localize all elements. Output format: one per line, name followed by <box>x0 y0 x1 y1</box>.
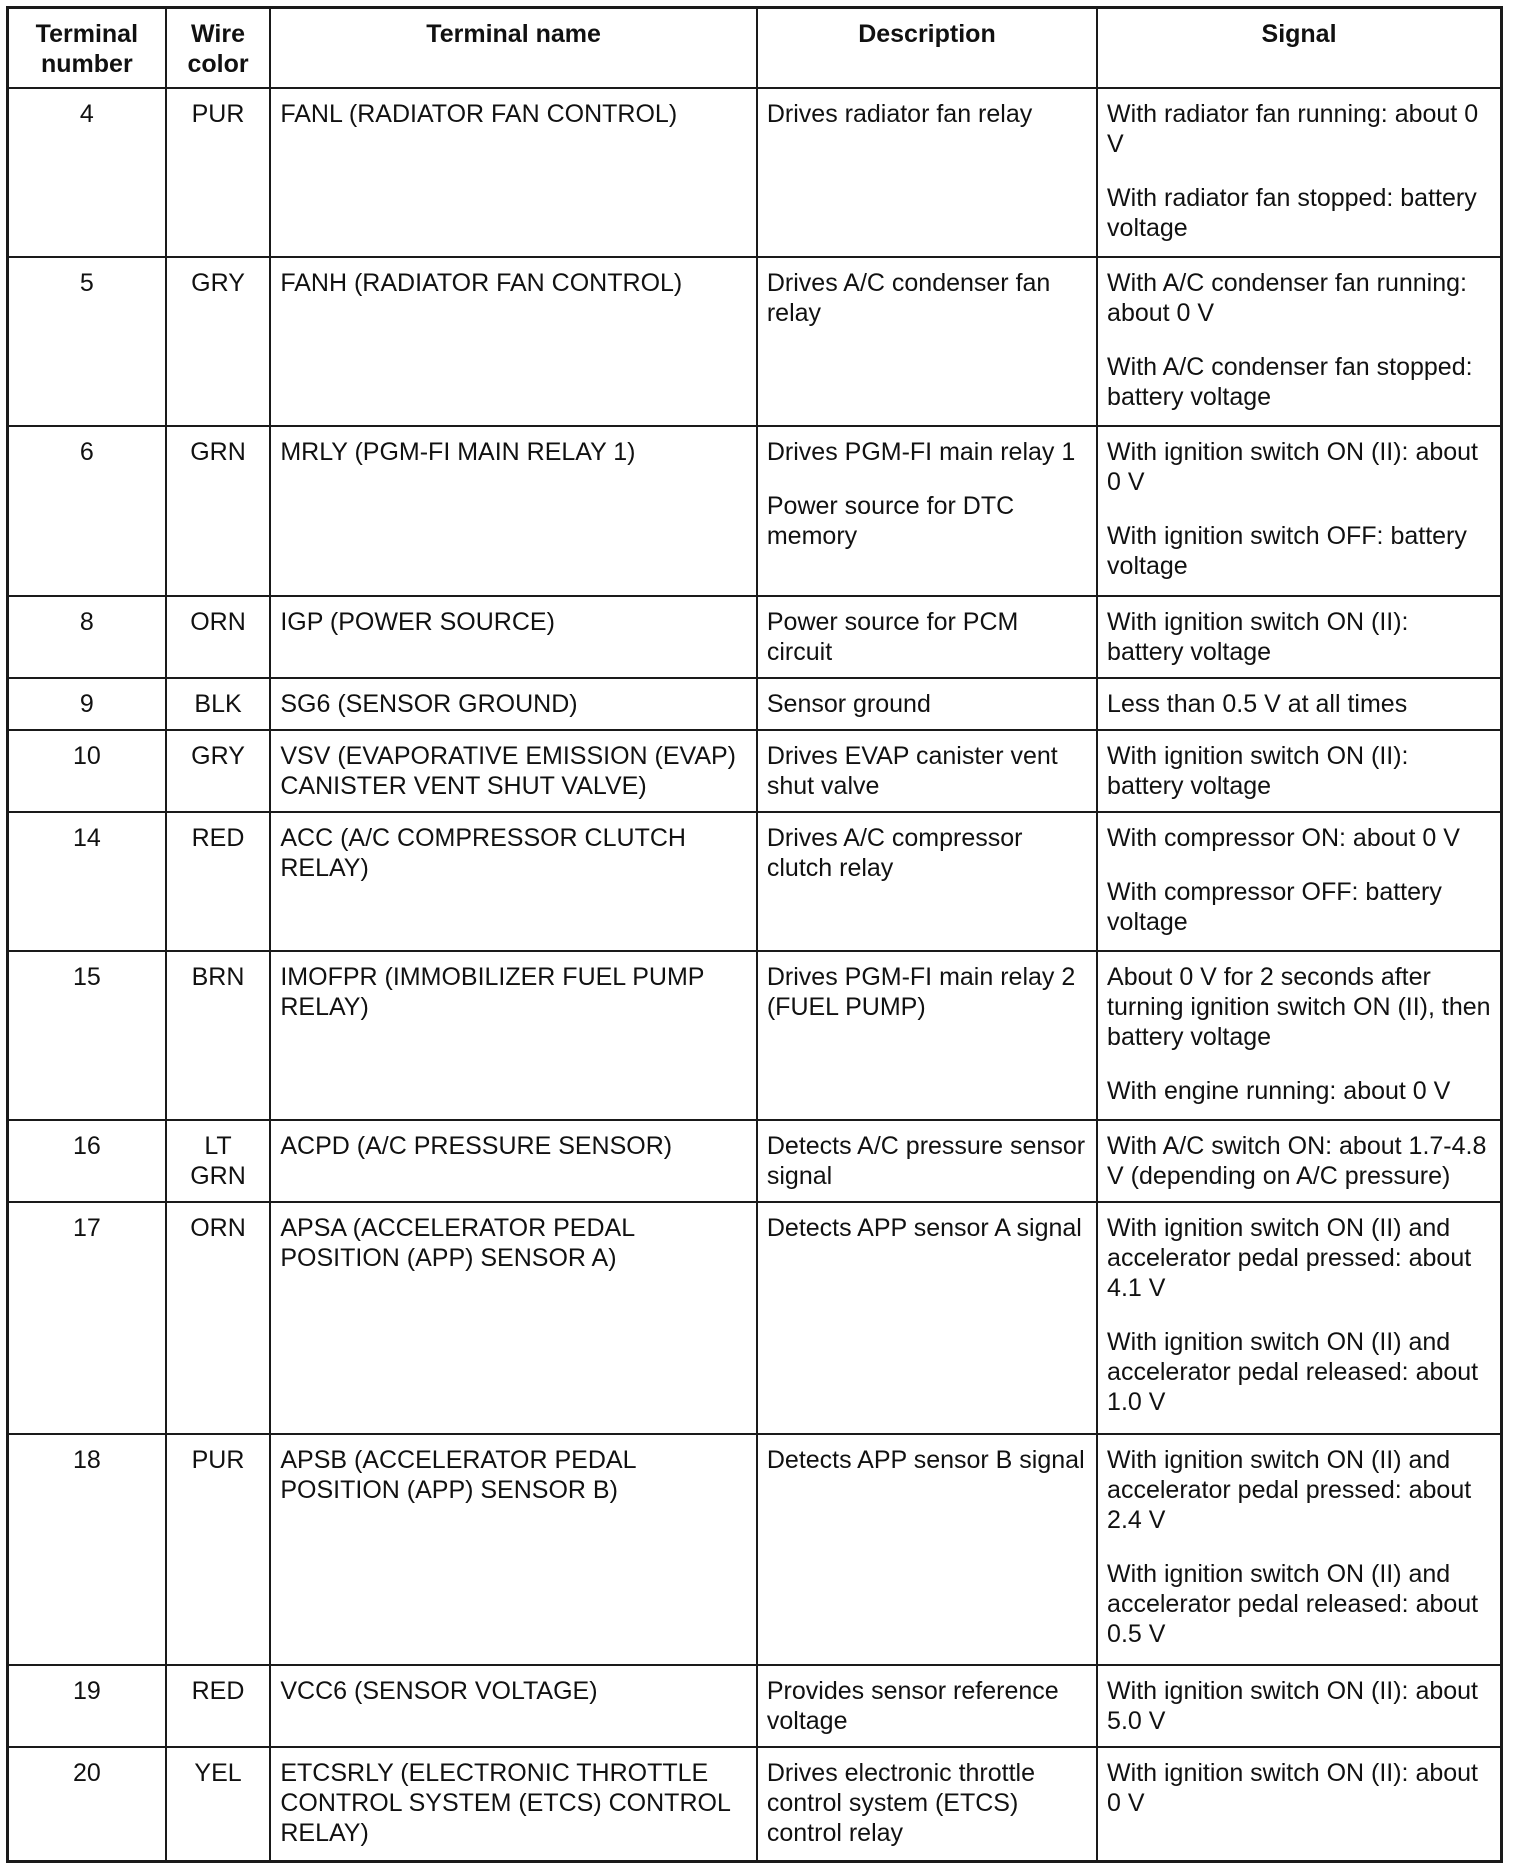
description-paragraph: Provides sensor reference voltage <box>766 1676 1059 1735</box>
terminal-number-cell: 16 <box>8 1120 166 1203</box>
table-row <box>8 1747 1502 1861</box>
signal-paragraph: With ignition switch ON (II): battery voltage <box>1107 607 1409 666</box>
terminal-number-cell: 17 <box>8 1202 166 1433</box>
description-paragraph: Drives PGM-FI main relay 1 <box>766 438 1076 467</box>
terminal-name-cell: FANL (RADIATOR FAN CONTROL) <box>270 88 757 257</box>
header-terminal-name: Terminal name <box>270 8 757 89</box>
header-wire-color: Wire color <box>166 8 271 89</box>
description-cell <box>757 1665 1097 1748</box>
wire-color-cell: LT GRN <box>166 1120 271 1203</box>
table-row <box>8 257 1502 426</box>
signal-paragraph: With ignition switch ON (II): battery voltage <box>1107 741 1409 800</box>
signal-cell <box>1097 812 1501 950</box>
terminal-number-cell: 18 <box>8 1434 166 1665</box>
signal-paragraph: With A/C switch ON: about 1.7-4.8 V (depending on A/C pressure) <box>1107 1131 1487 1190</box>
description-paragraph: Sensor ground <box>766 690 931 719</box>
description-paragraph: Power source for DTC memory <box>766 492 1015 551</box>
wire-color-cell: RED <box>166 812 271 950</box>
terminal-table <box>6 6 1503 1863</box>
signal-paragraph: With ignition switch ON (II): about 0 V <box>1107 1759 1479 1818</box>
signal-paragraph: With compressor OFF: battery voltage <box>1107 878 1442 937</box>
description-cell <box>757 426 1097 595</box>
table-row <box>8 426 1502 595</box>
description-cell <box>757 1434 1097 1665</box>
terminal-name-cell: VCC6 (SENSOR VOLTAGE) <box>270 1665 757 1748</box>
terminal-number-cell: 8 <box>8 596 166 679</box>
terminal-name-cell: FANH (RADIATOR FAN CONTROL) <box>270 257 757 426</box>
terminal-name-cell: ACPD (A/C PRESSURE SENSOR) <box>270 1120 757 1203</box>
terminal-number-cell: 15 <box>8 951 166 1120</box>
description-paragraph: Drives radiator fan relay <box>766 100 1033 128</box>
table-row <box>8 812 1502 950</box>
table-row <box>8 1665 1502 1748</box>
signal-paragraph: With ignition switch ON (II) and accelerator pedal released: about 0.5 V <box>1107 1559 1479 1648</box>
wire-color-cell: PUR <box>166 88 271 257</box>
wire-color-cell: BRN <box>166 951 271 1120</box>
description-paragraph: Detects APP sensor B signal <box>766 1445 1085 1474</box>
header-signal: Signal <box>1097 8 1501 89</box>
terminal-number-cell: 6 <box>8 426 166 595</box>
terminal-name-cell: APSA (ACCELERATOR PEDAL POSITION (APP) SENSOR A) <box>270 1202 757 1433</box>
wire-color-cell: BLK <box>166 678 271 730</box>
terminal-number-cell: 10 <box>8 730 166 813</box>
description-cell <box>757 951 1097 1120</box>
signal-paragraph: With ignition switch OFF: battery voltage <box>1107 522 1467 581</box>
table-row <box>8 730 1502 813</box>
signal-paragraph: With A/C condenser fan running: about 0 V <box>1107 269 1467 328</box>
signal-cell <box>1097 1120 1501 1203</box>
description-cell <box>757 88 1097 257</box>
wire-color-cell: GRY <box>166 257 271 426</box>
table-body <box>8 88 1502 1862</box>
signal-paragraph: With A/C condenser fan stopped: battery voltage <box>1107 353 1473 412</box>
terminal-name-cell: APSB (ACCELERATOR PEDAL POSITION (APP) SENSOR B) <box>270 1434 757 1665</box>
wire-color-cell: ORN <box>166 1202 271 1433</box>
terminal-number-cell: 9 <box>8 678 166 730</box>
description-paragraph: Drives electronic throttle control system (ETCS) control relay <box>766 1759 1036 1848</box>
terminal-name-cell: IMOFPR (IMMOBILIZER FUEL PUMP RELAY) <box>270 951 757 1120</box>
signal-paragraph: With radiator fan stopped: battery voltage <box>1107 184 1477 242</box>
terminal-number-cell: 4 <box>8 88 166 257</box>
terminal-name-cell: ACC (A/C COMPRESSOR CLUTCH RELAY) <box>270 812 757 950</box>
description-paragraph: Power source for PCM circuit <box>766 607 1019 666</box>
signal-paragraph: With ignition switch ON (II) and accelerator pedal pressed: about 4.1 V <box>1107 1214 1472 1303</box>
wire-color-cell: GRN <box>166 426 271 595</box>
terminal-name-cell: IGP (POWER SOURCE) <box>270 596 757 679</box>
table-row <box>8 951 1502 1120</box>
signal-cell <box>1097 1434 1501 1665</box>
description-cell <box>757 596 1097 679</box>
signal-paragraph: With compressor ON: about 0 V <box>1107 824 1460 853</box>
description-cell <box>757 257 1097 426</box>
terminal-name-cell: SG6 (SENSOR GROUND) <box>270 678 757 730</box>
description-cell <box>757 1747 1097 1861</box>
table-row <box>8 1202 1502 1433</box>
signal-paragraph: Less than 0.5 V at all times <box>1107 690 1408 719</box>
signal-paragraph: With ignition switch ON (II): about 5.0 V <box>1107 1676 1479 1735</box>
signal-cell <box>1097 257 1501 426</box>
signal-cell <box>1097 951 1501 1120</box>
description-paragraph: Drives EVAP canister vent shut valve <box>766 741 1058 800</box>
description-paragraph: Drives A/C condenser fan relay <box>766 269 1051 328</box>
description-cell <box>757 812 1097 950</box>
terminal-number-cell: 5 <box>8 257 166 426</box>
signal-cell <box>1097 1665 1501 1748</box>
description-cell <box>757 1120 1097 1203</box>
description-cell <box>757 1202 1097 1433</box>
terminal-number-cell: 14 <box>8 812 166 950</box>
description-paragraph: Drives PGM-FI main relay 2 (FUEL PUMP) <box>766 962 1076 1021</box>
description-cell <box>757 730 1097 813</box>
terminal-number-cell: 20 <box>8 1747 166 1861</box>
terminal-number-cell: 19 <box>8 1665 166 1748</box>
signal-paragraph: With ignition switch ON (II) and accelerator pedal pressed: about 2.4 V <box>1107 1445 1472 1534</box>
signal-paragraph: With ignition switch ON (II): about 0 V <box>1107 438 1479 497</box>
description-cell <box>757 678 1097 730</box>
signal-cell <box>1097 596 1501 679</box>
header-terminal-number: Terminal number <box>8 8 166 89</box>
table-row <box>8 88 1502 257</box>
signal-cell <box>1097 426 1501 595</box>
signal-paragraph: With ignition switch ON (II) and accelerator pedal released: about 1.0 V <box>1107 1328 1479 1417</box>
table-row <box>8 1120 1502 1203</box>
wire-color-cell: PUR <box>166 1434 271 1665</box>
signal-cell <box>1097 88 1501 257</box>
terminal-name-cell: ETCSRLY (ELECTRONIC THROTTLE CONTROL SYSTEM (ETCS) CONTROL RELAY) <box>270 1747 757 1861</box>
signal-cell <box>1097 1747 1501 1861</box>
table-row <box>8 596 1502 679</box>
signal-cell <box>1097 1202 1501 1433</box>
header-row <box>8 8 1502 89</box>
description-paragraph: Detects A/C pressure sensor signal <box>766 1131 1086 1190</box>
signal-cell <box>1097 678 1501 730</box>
signal-cell <box>1097 730 1501 813</box>
signal-paragraph: With engine running: about 0 V <box>1107 1076 1451 1105</box>
description-paragraph: Drives A/C compressor clutch relay <box>766 824 1023 883</box>
wire-color-cell: RED <box>166 1665 271 1748</box>
terminal-name-cell: MRLY (PGM-FI MAIN RELAY 1) <box>270 426 757 595</box>
header-description: Description <box>757 8 1097 89</box>
wire-color-cell: GRY <box>166 730 271 813</box>
table-row <box>8 1434 1502 1665</box>
terminal-name-cell: VSV (EVAPORATIVE EMISSION (EVAP) CANISTER VENT SHUT VALVE) <box>270 730 757 813</box>
signal-paragraph: About 0 V for 2 seconds after turning ignition switch ON (II), then battery voltage <box>1107 962 1491 1051</box>
signal-paragraph: With radiator fan running: about 0 V <box>1107 100 1479 158</box>
wire-color-cell: YEL <box>166 1747 271 1861</box>
description-paragraph: Detects APP sensor A signal <box>766 1214 1082 1243</box>
table-row <box>8 678 1502 730</box>
wire-color-cell: ORN <box>166 596 271 679</box>
